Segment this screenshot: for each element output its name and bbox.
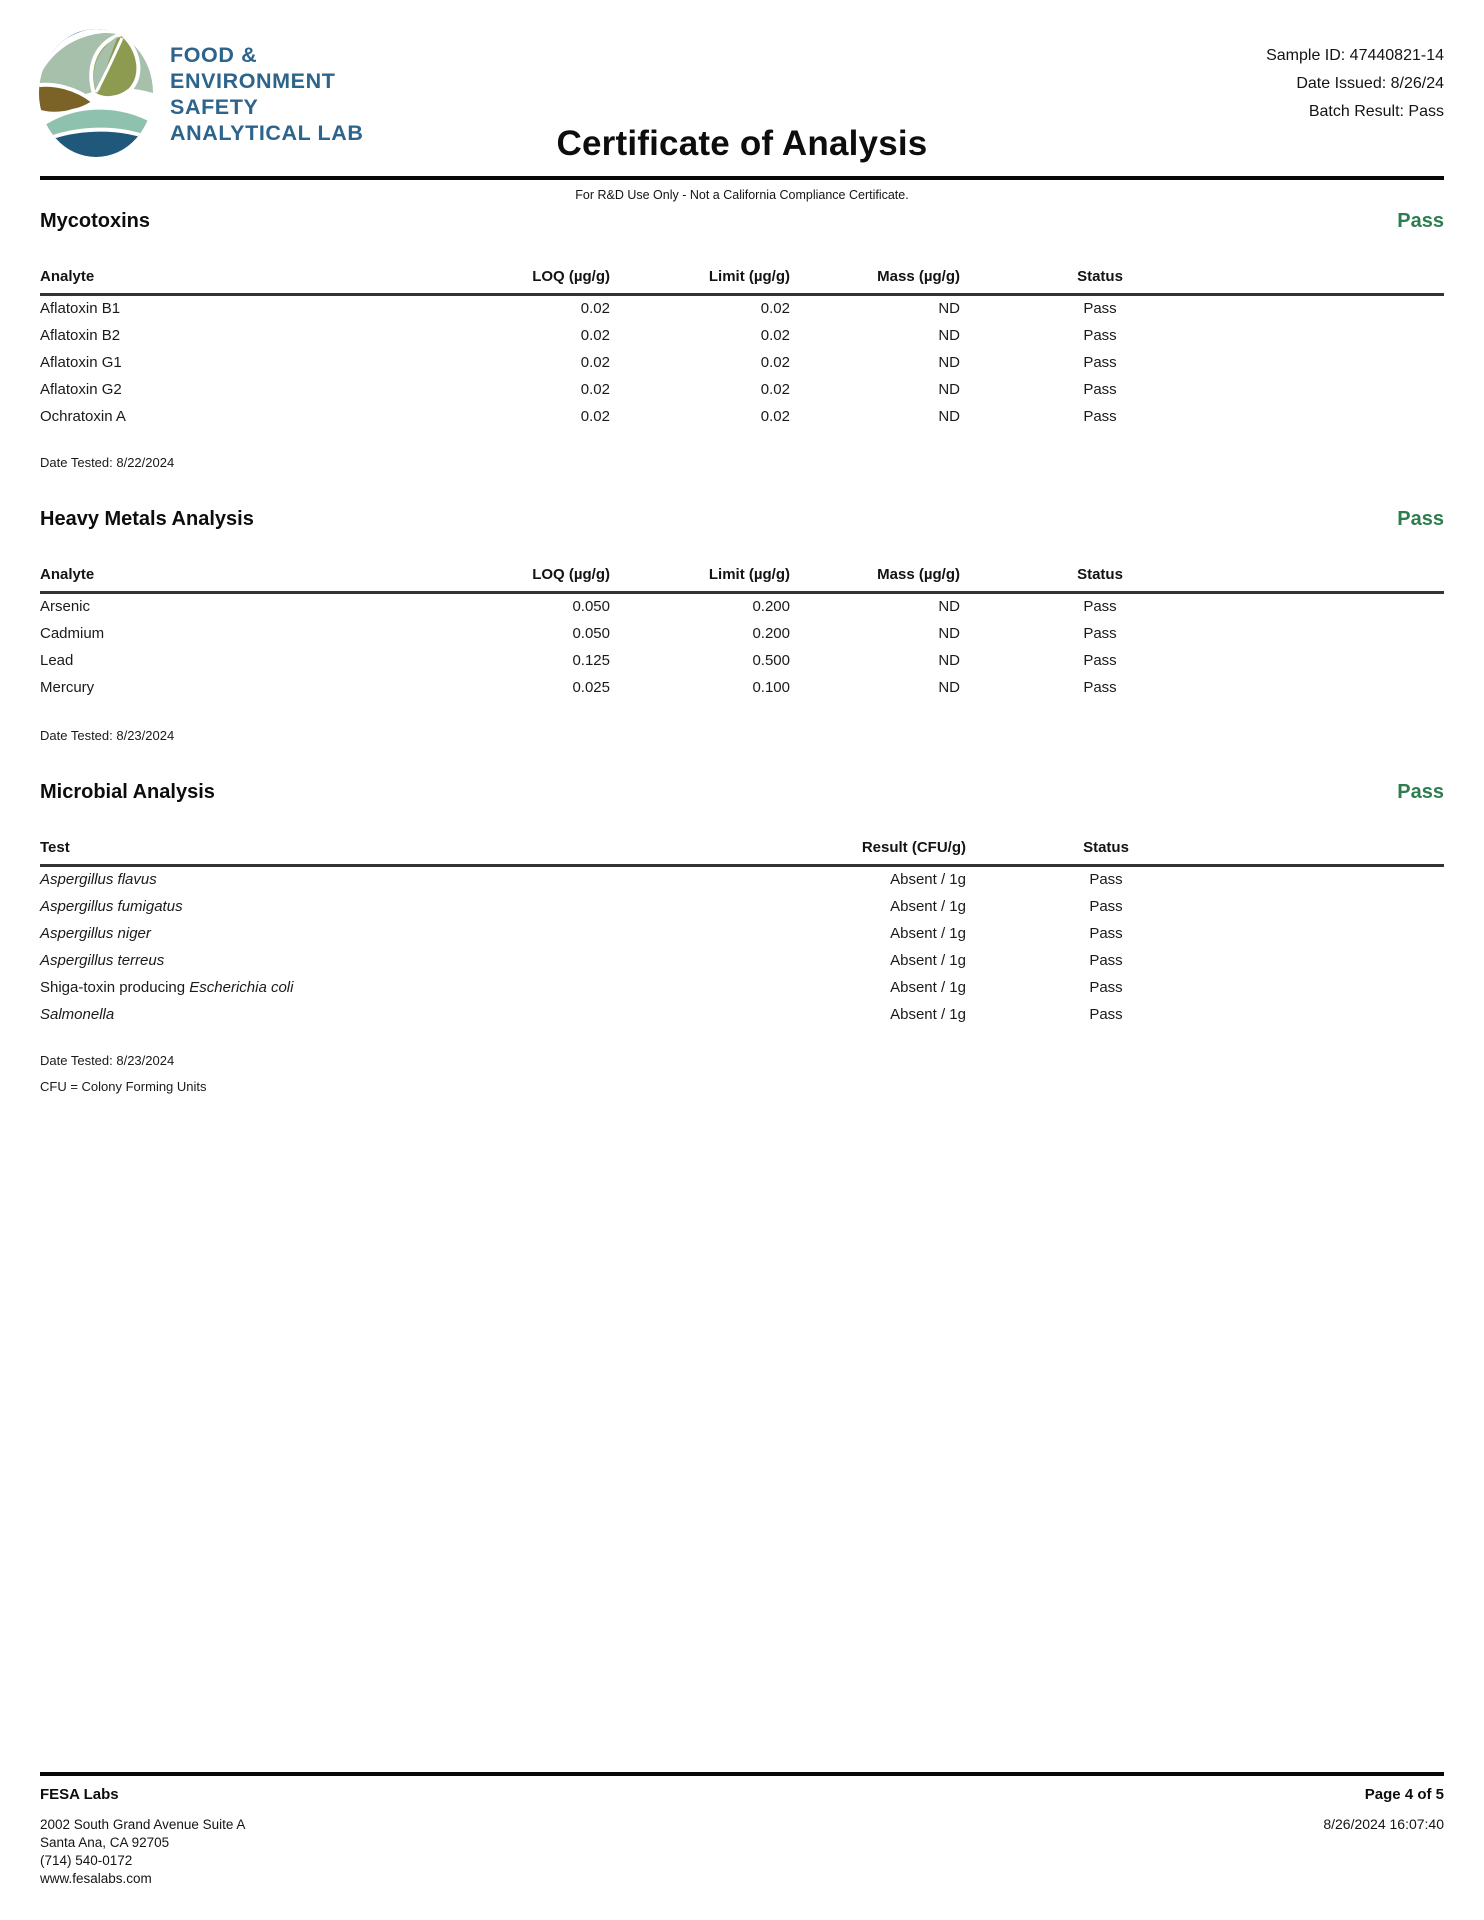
table-cell: Pass bbox=[1089, 924, 1123, 942]
table-row bbox=[40, 893, 1444, 920]
table-cell: Absent / 1g bbox=[890, 1005, 966, 1023]
table-cell: Aspergillus niger bbox=[40, 924, 151, 942]
cell-spacer bbox=[1246, 974, 1444, 1001]
table-cell: Cadmium bbox=[40, 624, 105, 642]
table-cell: Pass bbox=[1083, 380, 1117, 398]
cell-spacer bbox=[1240, 620, 1444, 647]
section-header-heavy-metals bbox=[40, 508, 1444, 531]
table-row bbox=[40, 920, 1444, 947]
cell-spacer bbox=[1246, 947, 1444, 974]
cfu-definition-note: CFU = Colony Forming Units bbox=[40, 1079, 207, 1094]
footer-address-line: 2002 South Grand Avenue Suite A bbox=[40, 1817, 246, 1832]
column-header: Mass (µg/g) bbox=[790, 566, 960, 593]
section-title: Mycotoxins bbox=[40, 210, 151, 232]
table-cell: Arsenic bbox=[40, 598, 91, 616]
table-cell: Mercury bbox=[40, 678, 95, 696]
cell-spacer bbox=[1240, 295, 1444, 322]
table-cell: Absent / 1g bbox=[890, 897, 966, 915]
column-header: Status bbox=[960, 268, 1240, 295]
column-header: LOQ (µg/g) bbox=[370, 268, 610, 295]
table-cell: 0.200 bbox=[752, 598, 790, 616]
cell-spacer bbox=[1246, 920, 1444, 947]
table-cell: 0.02 bbox=[580, 300, 610, 318]
table-cell: 0.02 bbox=[580, 407, 610, 425]
table-cell: Aflatoxin G1 bbox=[40, 353, 122, 371]
table-cell: Shiga-toxin producing Escherichia coli bbox=[40, 978, 294, 996]
table-row bbox=[40, 376, 1444, 403]
table-row bbox=[40, 947, 1444, 974]
cell-spacer bbox=[1240, 403, 1444, 430]
date-tested-note: Date Tested: 8/22/2024 bbox=[40, 455, 175, 470]
column-header: Limit (µg/g) bbox=[610, 566, 790, 593]
table-cell: ND bbox=[938, 624, 960, 642]
table-cell: 0.02 bbox=[760, 380, 790, 398]
table-header-row bbox=[40, 268, 1444, 295]
cell-spacer bbox=[1240, 349, 1444, 376]
table-cell: 0.025 bbox=[572, 678, 610, 696]
status-badge: Pass bbox=[1397, 210, 1444, 232]
table-cell: 0.02 bbox=[760, 326, 790, 344]
header-divider bbox=[40, 176, 1444, 180]
table-cell: 0.02 bbox=[580, 353, 610, 371]
section-header-mycotoxins bbox=[40, 210, 1444, 233]
cell-spacer bbox=[1246, 893, 1444, 920]
column-spacer bbox=[1240, 566, 1444, 593]
table-cell: Absent / 1g bbox=[890, 924, 966, 942]
table-cell: Pass bbox=[1089, 871, 1123, 889]
table-cell: Pass bbox=[1089, 951, 1123, 969]
table-row bbox=[40, 1001, 1444, 1028]
date-issued: Date Issued: 8/26/24 bbox=[1296, 75, 1444, 92]
table-cell: Pass bbox=[1083, 300, 1117, 318]
status-badge: Pass bbox=[1397, 781, 1444, 803]
table-cell: Pass bbox=[1083, 678, 1117, 696]
batch-result: Batch Result: Pass bbox=[1308, 103, 1444, 120]
table-row bbox=[40, 349, 1444, 376]
table-cell: ND bbox=[938, 407, 960, 425]
table-header-row bbox=[40, 839, 1444, 866]
table-row bbox=[40, 974, 1444, 1001]
column-header: Status bbox=[960, 566, 1240, 593]
table-cell: 0.500 bbox=[752, 651, 790, 669]
table-cell: Aspergillus terreus bbox=[40, 951, 165, 969]
status-badge: Pass bbox=[1397, 508, 1444, 530]
table-cell: 0.125 bbox=[572, 651, 610, 669]
table-cell: Aflatoxin B1 bbox=[40, 300, 121, 318]
page-number: Page 4 of 5 bbox=[1364, 1786, 1444, 1803]
table-row bbox=[40, 620, 1444, 647]
cell-spacer bbox=[1246, 1001, 1444, 1028]
table-cell: ND bbox=[938, 326, 960, 344]
section-title: Heavy Metals Analysis bbox=[40, 508, 254, 530]
table-cell: 0.050 bbox=[572, 624, 610, 642]
table-cell: Absent / 1g bbox=[890, 951, 966, 969]
table-header-row bbox=[40, 566, 1444, 593]
table-cell: 0.02 bbox=[760, 407, 790, 425]
table-cell: Pass bbox=[1083, 326, 1117, 344]
column-header: Result (CFU/g) bbox=[640, 839, 966, 866]
section-header-microbial bbox=[40, 781, 1444, 804]
sample-id: Sample ID: 47440821-14 bbox=[1266, 47, 1444, 64]
footer-page-info bbox=[1323, 1786, 1444, 1832]
table-row bbox=[40, 295, 1444, 322]
sample-meta bbox=[1266, 42, 1444, 126]
cell-spacer bbox=[1240, 647, 1444, 674]
footer-divider bbox=[40, 1772, 1444, 1776]
table-cell: ND bbox=[938, 678, 960, 696]
compliance-note: For R&D Use Only - Not a California Compliance Certificate. bbox=[575, 188, 909, 202]
table-cell: Pass bbox=[1089, 897, 1123, 915]
footer-lab-name: FESA Labs bbox=[40, 1786, 119, 1803]
table-cell: Pass bbox=[1083, 598, 1117, 616]
table-cell: Aspergillus fumigatus bbox=[40, 897, 183, 915]
date-tested-note: Date Tested: 8/23/2024 bbox=[40, 728, 175, 743]
table-row bbox=[40, 647, 1444, 674]
table-cell: 0.02 bbox=[760, 300, 790, 318]
footer-lab-info bbox=[40, 1786, 245, 1888]
page-title: Certificate of Analysis bbox=[556, 124, 928, 163]
table-cell: Aflatoxin B2 bbox=[40, 326, 121, 344]
logo-line: ANALYTICAL LAB bbox=[170, 121, 364, 145]
table-cell: Salmonella bbox=[40, 1005, 115, 1023]
column-spacer bbox=[1246, 839, 1444, 866]
column-header: Test bbox=[40, 839, 640, 866]
table-cell: 0.02 bbox=[580, 326, 610, 344]
table-cell: 0.200 bbox=[752, 624, 790, 642]
table-cell: Ochratoxin A bbox=[40, 407, 126, 425]
table-cell: ND bbox=[938, 300, 960, 318]
table-cell: Pass bbox=[1083, 624, 1117, 642]
table-row bbox=[40, 403, 1444, 430]
table-cell: Pass bbox=[1083, 407, 1117, 425]
table-cell: Aspergillus flavus bbox=[40, 871, 157, 889]
table-cell: ND bbox=[938, 598, 960, 616]
table-row bbox=[40, 866, 1444, 893]
table-row bbox=[40, 322, 1444, 349]
cell-spacer bbox=[1240, 322, 1444, 349]
cell-spacer bbox=[1240, 593, 1444, 620]
logo-line: ENVIRONMENT bbox=[170, 69, 336, 93]
cell-spacer bbox=[1240, 674, 1444, 701]
table-cell: Absent / 1g bbox=[890, 871, 966, 889]
table-cell: Lead bbox=[40, 651, 74, 669]
table-cell: ND bbox=[938, 380, 960, 398]
table-cell: Pass bbox=[1089, 1005, 1123, 1023]
column-spacer bbox=[1240, 268, 1444, 295]
column-header: Limit (µg/g) bbox=[610, 268, 790, 295]
cell-spacer bbox=[1240, 376, 1444, 403]
microbial-table bbox=[40, 839, 1444, 1028]
table-cell: Absent / 1g bbox=[890, 978, 966, 996]
table-cell: 0.02 bbox=[760, 353, 790, 371]
footer-phone: (714) 540-0172 bbox=[40, 1853, 133, 1868]
mycotoxins-table bbox=[40, 268, 1444, 430]
heavy-metals-table bbox=[40, 566, 1444, 701]
table-cell: 0.02 bbox=[580, 380, 610, 398]
column-header: Analyte bbox=[40, 268, 370, 295]
table-cell: Pass bbox=[1083, 651, 1117, 669]
column-header: Status bbox=[966, 839, 1246, 866]
table-cell: Pass bbox=[1083, 353, 1117, 371]
footer-timestamp: 8/26/2024 16:07:40 bbox=[1323, 1816, 1444, 1832]
table-cell: Aflatoxin G2 bbox=[40, 380, 122, 398]
table-cell: 0.050 bbox=[572, 598, 610, 616]
table-cell: 0.100 bbox=[752, 678, 790, 696]
table-row bbox=[40, 674, 1444, 701]
logo-line: SAFETY bbox=[170, 95, 259, 119]
table-cell: ND bbox=[938, 651, 960, 669]
cell-spacer bbox=[1246, 866, 1444, 893]
table-row bbox=[40, 593, 1444, 620]
column-header: Analyte bbox=[40, 566, 370, 593]
table-cell: ND bbox=[938, 353, 960, 371]
table-cell: Pass bbox=[1089, 978, 1123, 996]
footer-website: www.fesalabs.com bbox=[40, 1871, 152, 1886]
logo-line: FOOD & bbox=[170, 43, 258, 67]
date-tested-note: Date Tested: 8/23/2024 bbox=[40, 1053, 175, 1068]
footer-address-line: Santa Ana, CA 92705 bbox=[40, 1835, 170, 1850]
column-header: LOQ (µg/g) bbox=[370, 566, 610, 593]
section-title: Microbial Analysis bbox=[40, 781, 215, 803]
column-header: Mass (µg/g) bbox=[790, 268, 960, 295]
